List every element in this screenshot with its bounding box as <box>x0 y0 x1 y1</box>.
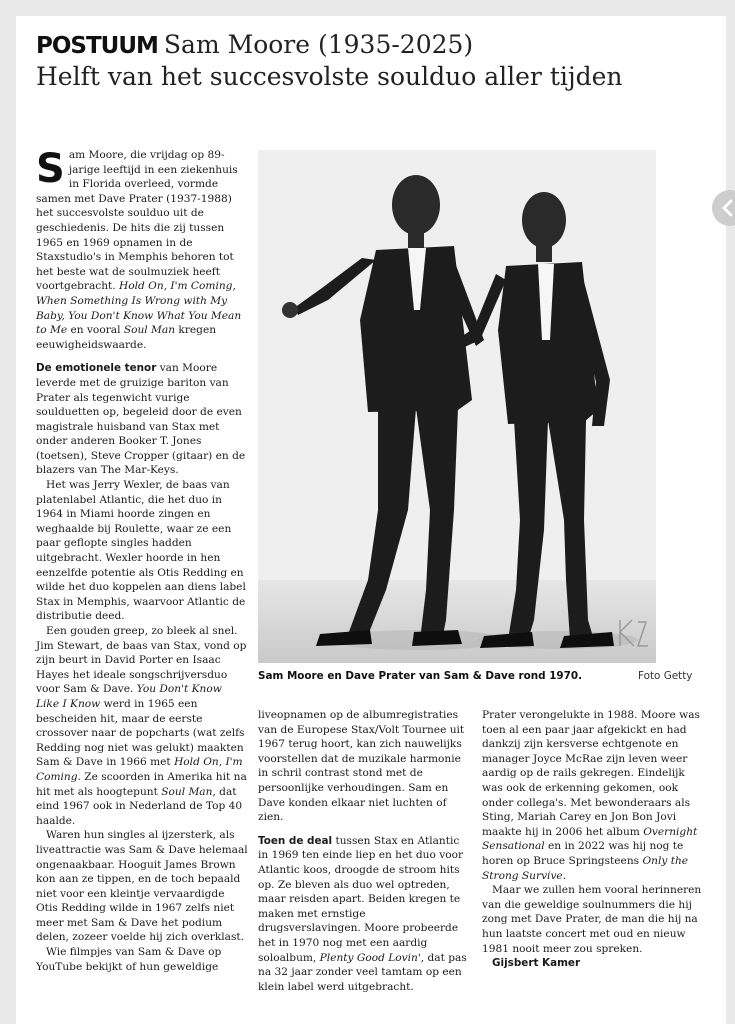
photo-sam-and-dave <box>258 150 656 663</box>
paragraph-2: De emotionele tenor van Moore leverde met de gruizige bariton van Prater als tegenwicht vurige soulduetten op, begeleid door de even magistrale huisband van Stax met onder anderen Booker T. Jones (toetsen), Steve Cropper (gitaar) en de blazers van The Mar-Keys. <box>36 362 246 477</box>
column-1 <box>36 148 248 974</box>
paragraph-7: liveopnamen op de albumregistraties van de Europese Stax/Volt Tournee uit 1967 terug hoort, kan zich nauwelijks voorstellen dat de muzikale harmonie in schril contrast stond met de persoonlijke verhoudingen. Sam en Dave konden elkaar niet luchten of zien. <box>258 709 465 824</box>
photo-caption <box>258 670 708 682</box>
paragraph-4: Een gouden greep, zo bleek al snel. Jim Stewart, de baas van Stax, vond op zijn beurt in David Porter en Isaac Hayes het ideale songschrijversduo voor Sam & Dave. You Don't Know Like I Know werd in 1965 een bescheiden hit, maar de eerste crossover naar de popcharts (wat zelfs Redding nog niet was gelukt) maakten Sam & Dave in 1966 met Hold On, I'm Coming. Ze scoorden in Amerika hit na hit met als hoogtepunt Soul Man, dat eind 1967 ook in Nederland de Top 40 haalde. <box>36 625 247 827</box>
chevron-left-icon <box>718 198 735 218</box>
paragraph-lead: De emotionele tenor <box>36 362 157 375</box>
paragraph-5: Waren hun singles al ijzersterk, als liveattractie was Sam & Dave helemaal ongenaakbaar. Hooguit James Brown kon aan ze tippen, en de toch bepaald niet voor een kleintje vervaardigde Otis Redding wilde in 1967 zelfs niet meer met Sam & Dave het podium delen, zozeer voelde hij zich overklast. <box>36 829 248 944</box>
paragraph-8: Toen de deal tussen Stax en Atlantic in 1969 ten einde liep en het duo voor Atlantic koos, droogde de stroom hits op. Ze bleven als duo wel optreden, maar reisden apart. Beiden kregen te maken met ernstige drugsverslavingen. Moore probeerde het in 1970 nog met een aardig soloalbum, Plenty Good Lovin', dat pas na 32 jaar zonder veel tamtam op een klein label werd uitgebracht. <box>258 834 467 993</box>
paragraph-6: Wie filmpjes van Sam & Dave op YouTube bekijkt of hun geweldige <box>36 946 222 973</box>
paragraph-3: Het was Jerry Wexler, de baas van platenlabel Atlantic, die het duo in 1964 in Miami hoorde zingen en weghaalde bij Roulette, waar ze een paar geflopte singles hadden uitgebracht. Wexler hoorde in hen eenzelfde potentie als Otis Redding en wilde het duo koppelen aan diens label Stax in Memphis, waarvoor Atlantic de distributie deed. <box>36 479 246 623</box>
paragraph-10: Maar we zullen hem vooral herinneren van die geweldige soulnummers die hij zong met Dave Prater, de man die hij na hun laatste concert met oud en nieuw 1981 nooit meer zou spreken. <box>482 884 702 955</box>
caption-text: Sam Moore en Dave Prater van Sam & Dave rond 1970. <box>258 670 583 682</box>
headline-name: Sam Moore (1935-2025) <box>163 30 474 59</box>
headline-line-1 <box>36 30 473 59</box>
headline-line-2: Helft van het succesvolste soulduo aller tijden <box>36 62 623 91</box>
kicker: POSTUUM <box>36 33 158 59</box>
column-3 <box>482 708 704 971</box>
paragraph-9: Prater verongelukte in 1988. Moore was toen al een paar jaar afgekickt en had dankzij zijn kersverse echtgenote en manager Joyce McRae zijn leven weer aardig op de rails gekregen. Eindelijk was ook de erkenning gekomen, ook onder collega's. Met bewonderaars als Sting, Mariah Carey en Jon Bon Jovi maakte hij in 2006 het album Overnight Sensational en in 2022 was hij nog te horen op Bruce Springsteens Only the Strong Survive. <box>482 709 700 882</box>
newspaper-page <box>16 16 726 1024</box>
paragraph-1: Sam Moore, die vrijdag op 89-jarige leeftijd in een ziekenhuis in Florida overleed, vormde samen met Dave Prater (1937-1988) het succesvolste soulduo uit de geschiedenis. De hits die zij tussen 1965 en 1969 opnamen in de Staxstudio's in Memphis behoren tot het beste wat de soulmuziek heeft voortgebracht. Hold On, I'm Coming, When Something Is Wrong with My Baby, You Don't Know What You Mean to Me en vooral Soul Man kregen eeuwigheidswaarde. <box>36 146 242 351</box>
article <box>36 30 706 1020</box>
column-2 <box>258 708 470 994</box>
byline: Gijsbert Kamer <box>492 957 581 970</box>
photo-credit: Foto Getty <box>638 670 693 682</box>
photo-illustration <box>258 150 656 663</box>
paragraph-lead-2: Toen de deal <box>258 834 333 847</box>
drop-cap: S <box>36 146 65 192</box>
